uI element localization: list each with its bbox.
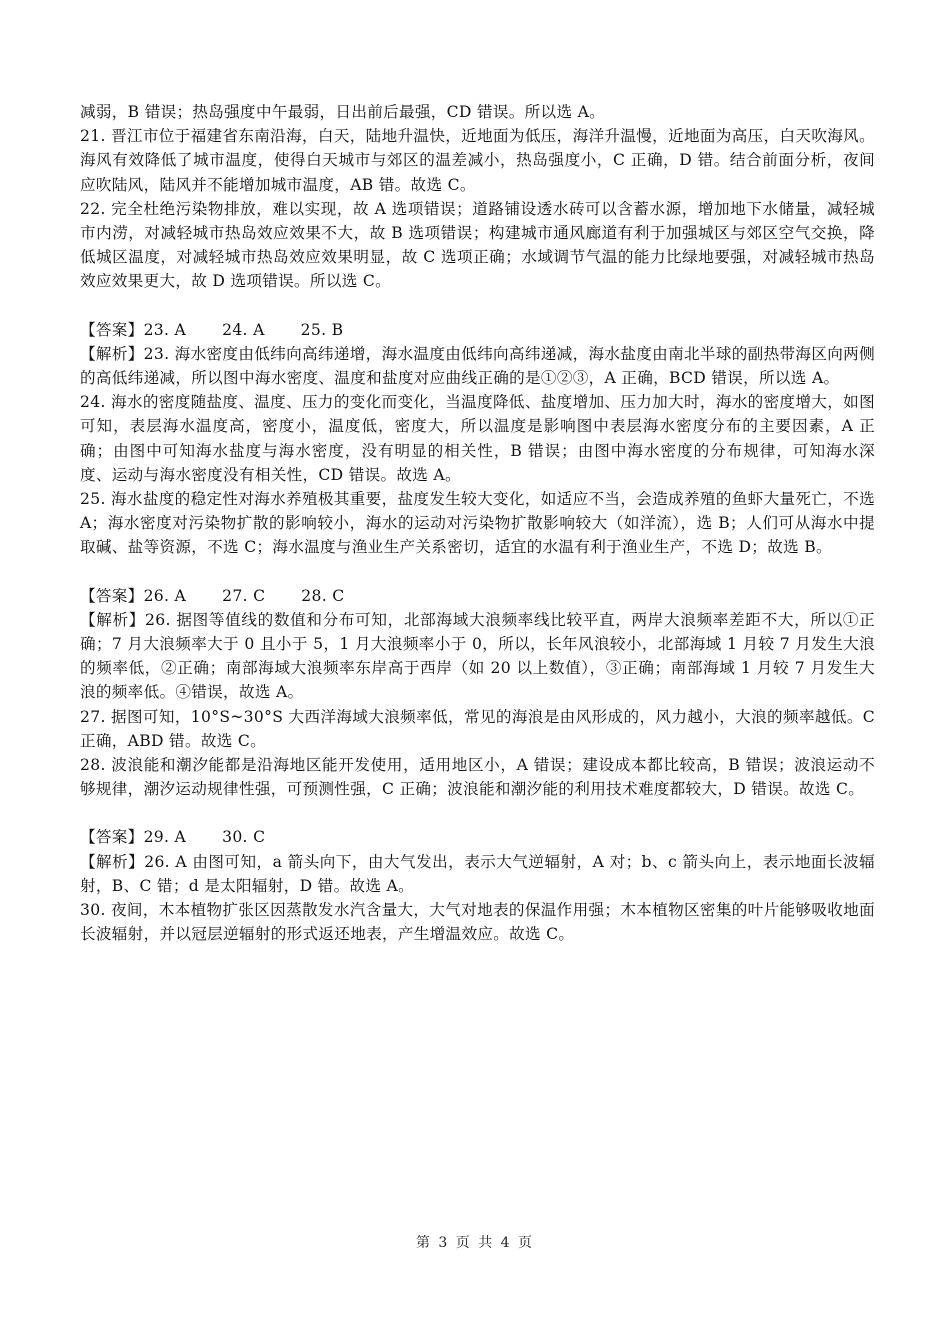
paragraph-20-continued: 减弱，B 错误；热岛强度中午最弱，日出前后最强，CD 错误。所以选 A。: [80, 103, 606, 121]
paragraph-25: 25. 海水盐度的稳定性对海水养殖极其重要，盐度发生较大变化，如适应不当，会造成养殖的鱼虾大量死亡，不选 A；海水密度对污染物扩散的影响较小，海水的运动对污染物扩散影响较大（如洋流），选 B；人们可从海水中提取碱、盐等资源，不选 C；海水温度与渔业生产关系密切，适宜的水温有利于渔业生产，不选 D；故选 B。: [80, 490, 875, 557]
answer-item: 25. B: [300, 320, 344, 339]
answer-item: 26. A: [143, 586, 187, 605]
page-footer: 第 3 页 共 4 页: [415, 1235, 535, 1251]
answer-item: 27. C: [222, 586, 266, 605]
analysis-26: 【解析】26. 据图等值线的数值和分布可知，北部海域大浪频率线比较平直，两岸大浪频率差距不大，所以①正确；7 月大浪频率大于 0 且小于 5，1 月大浪频率小于 0，所以，长年风浪较小，北部海域 1 月较 7 月发生大浪的频率低，②正确；南部海域大浪频率东岸高于西岸（如 20 以上数值），③正确；南部海域 1 月较 7 月发生大浪的频率低。④错误，故选 A。: [80, 610, 875, 702]
document-body: [80, 100, 875, 947]
answer-label: 【答案】: [80, 828, 144, 847]
answer-line-23-25: [80, 318, 875, 342]
answer-item: 24. A: [222, 320, 265, 339]
paragraph-28: 28. 波浪能和潮汐能都是沿海地区能开发使用，适用地区小，A 错误；建设成本都比较高，B 错误；波浪运动不够规律，潮汐运动规律性强，可预测性强，C 正确；波浪能和潮汐能的利用技术难度都较大，D 错误。故选 C。: [80, 756, 875, 799]
answer-item: 23. A: [143, 320, 187, 339]
paragraph-21: 21. 晋江市位于福建省东南沿海，白天，陆地升温快，近地面为低压，海洋升温慢，近地面为高压，白天吹海风。海风有效降低了城市温度，使得白天城市与郊区的温差减小，热岛强度小，C 正确，D 错。结合前面分析，夜间应吹陆风，陆风并不能增加城市温度，AB 错。故选 C。: [80, 127, 875, 194]
answer-line-26-28: [80, 584, 875, 608]
answer-label: 【答案】: [80, 320, 144, 339]
answer-line-29-30: [80, 825, 875, 849]
answer-label: 【答案】: [80, 586, 144, 605]
analysis-23: 【解析】23. 海水密度由低纬向高纬递增，海水温度由低纬向高纬递减，海水盐度由南北半球的副热带海区向两侧的高低纬递减，所以图中海水密度、温度和盐度对应曲线正确的是①②③，A 正确，BCD 错误，所以选 A。: [80, 344, 875, 388]
paragraph-30: 30. 夜间，木本植物扩张区因蒸散发水汽含量大，大气对地表的保温作用强；木本植物区密集的叶片能够吸收地面长波辐射，并以冠层逆辐射的形式返还地表，产生增温效应。故选 C。: [80, 901, 875, 944]
paragraph-24: 24. 海水的密度随盐度、温度、压力的变化而变化，当温度降低、盐度增加、压力加大时，海水的密度增大，如图可知，表层海水温度高，密度小，温度低，密度大，所以温度是影响图中表层海水密度分布的主要因素，A 正确；由图中可知海水盐度与海水密度，没有明显的相关性，B 错误；由图中海水密度的分布规律，可知海水深度、运动与海水密度没有相关性，CD 错误。故选 A。: [80, 393, 875, 484]
analysis-29: 【解析】26. A 由图可知，a 箭头向下，由大气发出，表示大气逆辐射，A 对；b、c 箭头向上，表示地面长波辐射，B、C 错；d 是太阳辐射，D 错。故选 A。: [80, 852, 875, 895]
answer-item: 29. A: [143, 828, 187, 847]
paragraph-22: 22. 完全杜绝污染物排放，难以实现，故 A 选项错误；道路铺设透水砖可以含蓄水源，增加地下水储量，减轻城市内涝，对减轻城市热岛效应效果不大，故 B 选项错误；构建城市通风廊道有利于加强城区与郊区空气交换，降低城区温度，对减轻城市热岛效应效果明显，故 C 选项正确；水域调节气温的能力比绿地要强，对减轻城市热岛效应效果更大，故 D 选项错误。所以选 C。: [80, 199, 875, 291]
answer-item: 30. C: [222, 828, 266, 847]
answer-item: 28. C: [301, 586, 345, 605]
paragraph-27: 27. 据图可知，10°S~30°S 大西洋海域大浪频率低，常见的海浪是由风形成的，风力越小，大浪的频率越低。C 正确，ABD 错。故选 C。: [80, 707, 875, 750]
